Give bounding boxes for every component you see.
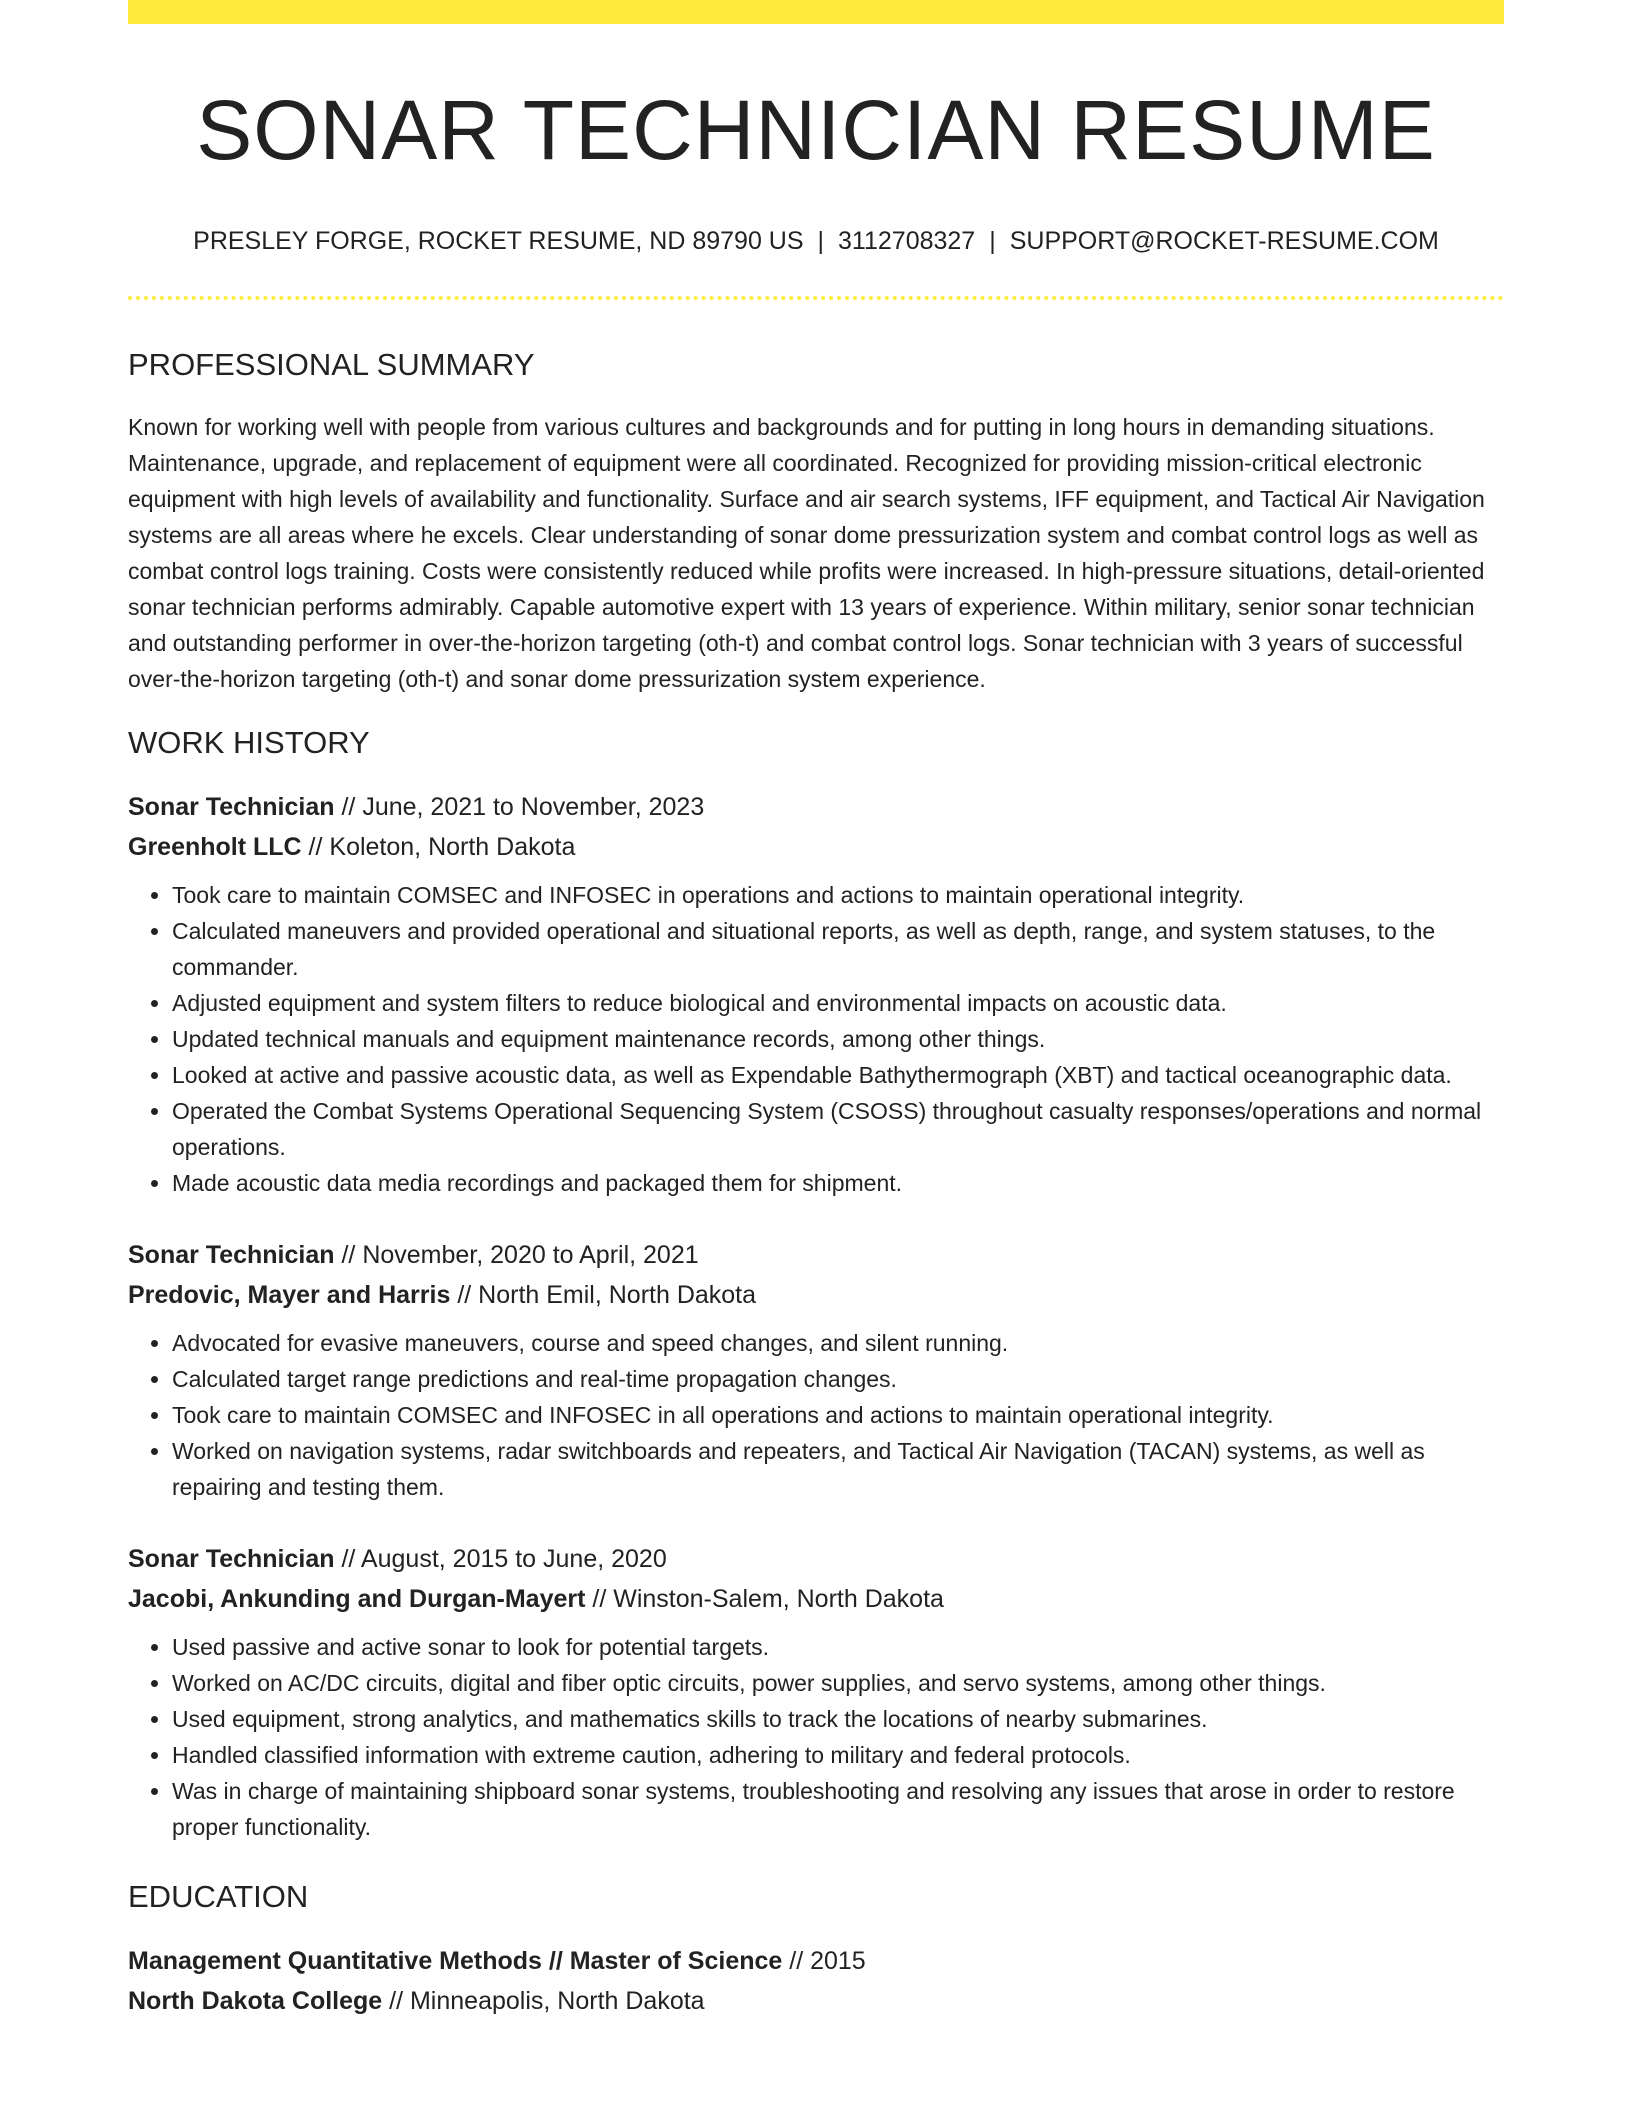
- resume-title: SONAR TECHNICIAN RESUME: [196, 83, 1436, 177]
- job-title-line: [128, 1539, 1504, 1579]
- job-duty: • Handled classified information with extreme caution, adhering to military and federal protocols.: [172, 1737, 1504, 1773]
- job-duty: • Calculated maneuvers and provided operational and situational reports, as well as depth, range, and system statuses, to the commander.: [172, 913, 1504, 985]
- job-title: Sonar Technician: [128, 1241, 335, 1269]
- contact-line: [128, 226, 1504, 256]
- job-duty: • Updated technical manuals and equipment maintenance records, among other things.: [172, 1021, 1504, 1057]
- contact-phone: 3112708327: [838, 227, 976, 255]
- job-title-line: [128, 1235, 1504, 1275]
- job-location: // North Emil, North Dakota: [450, 1281, 757, 1309]
- job-title-line: [128, 787, 1504, 827]
- job-entry: [128, 1539, 1504, 1845]
- job-duties-list: [128, 877, 1504, 1201]
- education-degree: Management Quantitative Methods // Master of Science: [128, 1947, 783, 1975]
- contact-address: PRESLEY FORGE, ROCKET RESUME, ND 89790 US: [193, 227, 804, 255]
- contact-email: SUPPORT@ROCKET-RESUME.COM: [1009, 227, 1439, 255]
- job-company: Predovic, Mayer and Harris: [128, 1281, 451, 1309]
- job-duty: • Operated the Combat Systems Operational Sequencing System (CSOSS) throughout casualty responses/operations and normal operations.: [172, 1093, 1504, 1165]
- job-duty: • Calculated target range predictions and real-time propagation changes.: [172, 1361, 1504, 1397]
- education-year: // 2015: [782, 1947, 866, 1975]
- job-duty: • Took care to maintain COMSEC and INFOSEC in operations and actions to maintain operational integrity.: [172, 877, 1504, 913]
- job-duty: • Used passive and active sonar to look for potential targets.: [172, 1629, 1504, 1665]
- contact-separator: |: [817, 227, 825, 255]
- job-dates: // August, 2015 to June, 2020: [334, 1545, 667, 1573]
- job-duty: • Was in charge of maintaining shipboard sonar systems, troubleshooting and resolving any issues that arose in order to restore proper functionality.: [172, 1773, 1504, 1845]
- job-duty: • Made acoustic data media recordings and packaged them for shipment.: [172, 1165, 1504, 1201]
- job-duties-list: [128, 1325, 1504, 1505]
- education-entry: [128, 1941, 1504, 2021]
- job-company-line: [128, 1579, 1504, 1619]
- job-title: Sonar Technician: [128, 793, 335, 821]
- contact-separator: |: [989, 227, 996, 255]
- job-entry: [128, 1235, 1504, 1505]
- header-divider: [128, 296, 1504, 300]
- job-dates: // June, 2021 to November, 2023: [334, 793, 705, 821]
- job-duty: • Advocated for evasive maneuvers, course and speed changes, and silent running.: [172, 1325, 1504, 1361]
- job-duty: • Worked on AC/DC circuits, digital and fiber optic circuits, power supplies, and servo systems, among other things.: [172, 1665, 1504, 1701]
- job-entry: [128, 787, 1504, 1201]
- job-duty: • Used equipment, strong analytics, and mathematics skills to track the locations of nearby submarines.: [172, 1701, 1504, 1737]
- education-school: North Dakota College: [128, 1987, 383, 2015]
- summary-text: Known for working well with people from various cultures and backgrounds and for putting in long hours in demanding situations. Maintenance, upgrade, and replacement of equipment were all coordinated. Recognized for providing mission-critical electronic equipment with high levels of availability and functionality. Surface and air search systems, IFF equipment, and Tactical Air Navigation systems are all areas where he excels. Clear understanding of sonar dome pressurization system and combat control logs as well as combat control logs training. Costs were consistently reduced while profits were increased. In high-pressure situations, detail-oriented sonar technician performs admirably. Capable automotive expert with 13 years of experience. Within military, senior sonar technician and outstanding performer in over-the-horizon targeting (oth-t) and combat control logs. Sonar technician with 3 years of successful over-the-horizon targeting (oth-t) and sonar dome pressurization system experience.: [128, 414, 1485, 692]
- job-duty: • Looked at active and passive acoustic data, as well as Expendable Bathythermograph (XBT) and tactical oceanographic data.: [172, 1057, 1504, 1093]
- job-company: Greenholt LLC: [128, 833, 302, 861]
- education-heading: EDUCATION: [128, 1879, 309, 1914]
- education-location: // Minneapolis, North Dakota: [382, 1987, 705, 2015]
- job-location: // Koleton, North Dakota: [301, 833, 576, 861]
- job-duty: • Worked on navigation systems, radar switchboards and repeaters, and Tactical Air Navigation (TACAN) systems, as well as repairing and testing them.: [172, 1433, 1504, 1505]
- job-duty: • Adjusted equipment and system filters to reduce biological and environmental impacts on acoustic data.: [172, 985, 1504, 1021]
- resume-page: [128, 0, 1504, 2021]
- job-duty: • Took care to maintain COMSEC and INFOSEC in all operations and actions to maintain operational integrity.: [172, 1397, 1504, 1433]
- job-title: Sonar Technician: [128, 1545, 335, 1573]
- summary-heading: PROFESSIONAL SUMMARY: [128, 347, 535, 382]
- education-degree-line: [128, 1941, 1504, 1981]
- job-company-line: [128, 827, 1504, 867]
- education-school-line: [128, 1981, 1504, 2021]
- job-location: // Winston-Salem, North Dakota: [585, 1585, 944, 1613]
- job-company-line: [128, 1275, 1504, 1315]
- job-duties-list: [128, 1629, 1504, 1845]
- work-history-heading: WORK HISTORY: [128, 725, 370, 760]
- job-dates: // November, 2020 to April, 2021: [334, 1241, 699, 1269]
- job-company: Jacobi, Ankunding and Durgan-Mayert: [128, 1585, 586, 1613]
